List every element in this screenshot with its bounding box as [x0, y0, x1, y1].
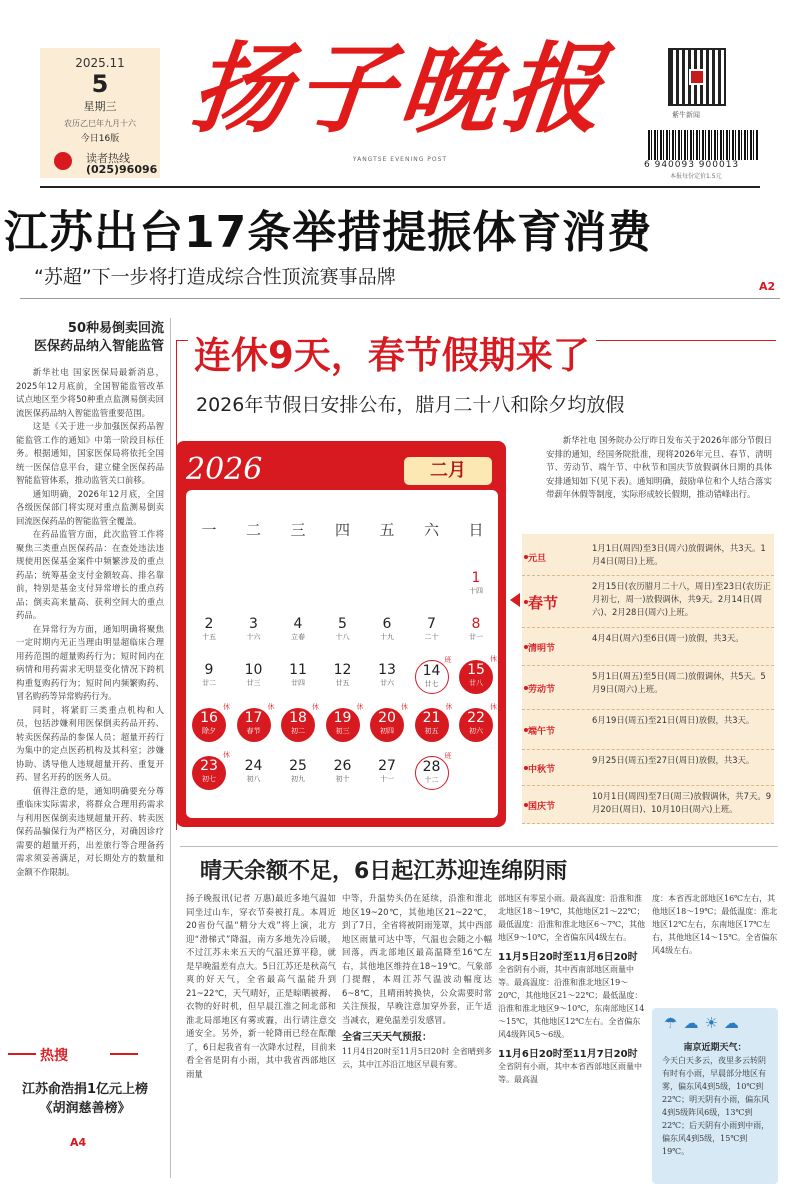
- left-paragraph: 通知明确，2026年12月底，全国各级医保部门将实现对重点监测易倒卖回流医保药品的智能监管全覆盖。: [16, 488, 164, 526]
- day-lunar: 初九: [291, 775, 305, 783]
- weather-subhead: 全省三天天气预报：: [342, 1032, 432, 1043]
- nameplate-chinese: 扬子晚报: [185, 32, 615, 147]
- left-article-body: [16, 366, 164, 1018]
- day-lunar: 廿三: [246, 679, 261, 687]
- day-number: 8: [471, 616, 481, 632]
- day-number: 5: [338, 616, 347, 632]
- day-status-tag: 休: [445, 703, 453, 711]
- lead-headline[interactable]: 江苏出台17条举措提振体育消费: [4, 207, 653, 258]
- holiday-headline[interactable]: 连休9天，春节假期来了: [188, 325, 596, 379]
- weather-subhead: 11月6日20时至11月7日20时: [498, 1049, 638, 1060]
- holiday-name: 春节: [528, 594, 559, 612]
- weather-column-1: [186, 892, 336, 1182]
- weather-column-2: [342, 892, 492, 1182]
- day-lunar: 立春: [291, 633, 305, 641]
- day-number: 20: [378, 710, 396, 726]
- day-status-tag: 班: [444, 656, 452, 664]
- left-paragraph: 在药品监管方面，此次监管工作将聚焦三类重点医保药品：在查处违法违规使用医保基金案件中频繁涉及的重点药品；统筹基金支付金额较高、排名靠前，特别是基金支付异常增长的重点药品；倒卖高来量高、获利空间大的重点药品。: [16, 529, 164, 620]
- day-number: 25: [289, 758, 307, 774]
- weather-divider: [180, 846, 778, 847]
- holiday-row: [522, 710, 774, 750]
- day-number: 11: [289, 662, 307, 678]
- calendar-month: 二月: [404, 457, 492, 485]
- calendar-day: [281, 660, 315, 694]
- hotline-number: (025)96096: [86, 163, 158, 176]
- edition-count: 今日16版: [80, 134, 120, 144]
- calendar-day: [192, 703, 230, 742]
- day-lunar: 廿一: [469, 633, 483, 641]
- left-paragraph: 这是《关于进一步加强医保药品智能监管工作的通知》中第一阶段目标任务。根据通知，国家医保局将依托全国统一医保信息平台，建立健全医保药品智能监管体系，推动监管关口前移。: [16, 421, 164, 485]
- left-title-line1: 50种易倒卖回流: [67, 321, 164, 336]
- day-number: 1: [471, 570, 481, 586]
- calendar-day: [415, 752, 452, 790]
- date-day: 5: [91, 70, 109, 98]
- day-number: 16: [200, 710, 218, 726]
- holiday-row: [522, 786, 774, 824]
- calendar-day: [370, 756, 404, 790]
- day-lunar: 春节: [246, 727, 261, 735]
- barcode-icon: [648, 130, 758, 160]
- weekday-header: 日: [468, 521, 484, 539]
- day-lunar: 廿四: [291, 679, 305, 687]
- newspaper-nameplate: [180, 20, 620, 180]
- day-number: 26: [333, 758, 352, 774]
- holiday-name: 国庆节: [528, 802, 556, 812]
- hot-search-headline[interactable]: 江苏俞浩捐1亿元上榜《胡润慈善榜》: [21, 1082, 149, 1116]
- weather-subhead: 11月5日20时至11月6日20时: [498, 952, 638, 963]
- day-number: 2: [204, 616, 214, 632]
- weather-text: 部地区有零星小雨。最高温度：沿淮和淮北地区18～19℃，其他地区21～22℃；最低温度：沿淮和淮北地区6～7℃，其他地区9～10℃，全省偏东风4级左右。: [498, 894, 646, 942]
- holiday-row: [522, 666, 774, 710]
- weather-text: 全省阴有小雨，其中西南部地区雨量中等。最高温度：沿淮和淮北地区19～20℃，其他地区21～22℃；最低温度：沿淮和淮北地区9～10℃，东南部地区14～15℃，其他地区12℃左右。全省偏东风4级阵风5～6级。: [498, 965, 645, 1039]
- nanjing-weather-title: 南京近期天气：: [683, 1043, 747, 1053]
- day-lunar: 十五: [202, 633, 216, 641]
- holiday-desc: 10月1日(周四)至7日(周三)放假调休，共7天。9月20日(周日)、10月10日(周六)上班。: [592, 791, 772, 814]
- calendar-day: [237, 703, 275, 742]
- weekday-header: 五: [379, 521, 395, 539]
- masthead-divider: [40, 186, 760, 188]
- day-lunar: 十四: [469, 587, 483, 595]
- day-number: 17: [244, 710, 263, 726]
- day-lunar: 廿七: [424, 680, 439, 688]
- calendar-day: [370, 660, 404, 694]
- left-paragraph: 新华社电 国家医保局最新消息，2025年12月底前，全国智能监管改革试点地区至少将50种重点监测易倒卖回流医保药品纳入智能监管重要范围。: [16, 367, 164, 418]
- weekday-header: 六: [423, 521, 439, 539]
- calendar-day: [281, 756, 315, 790]
- left-paragraph: 在异常行为方面，通知明确将聚焦一定时期内无正当理由明显超临床合理用药范围的超量购药行为；短时间内在病情和用药需求无明显变化情况下跨机构重复购药行为；短时间内频繁购药、冒名购药等异常购药行为。: [16, 623, 164, 701]
- day-number: 28: [422, 759, 441, 775]
- weekday-header: 四: [334, 521, 350, 539]
- day-number: 14: [422, 663, 441, 679]
- day-number: 12: [333, 662, 352, 678]
- barcode-number: 6 940093 900013: [644, 160, 740, 170]
- calendar-day: [192, 660, 226, 694]
- left-title-line2: 医保药品纳入智能监管: [33, 339, 164, 354]
- weekday-header: 三: [290, 521, 306, 539]
- day-lunar: 廿八: [469, 679, 483, 687]
- day-number: 22: [467, 710, 485, 726]
- weekday-header: 二: [245, 521, 261, 539]
- day-number: 19: [333, 710, 352, 726]
- calendar-day: [237, 756, 271, 790]
- day-lunar: 初十: [335, 775, 350, 783]
- calendar-day: [326, 756, 360, 790]
- hotline-label: 读者热线: [86, 152, 130, 165]
- day-status-tag: 休: [490, 655, 497, 663]
- calendar-day: [326, 660, 360, 694]
- weather-column-3: [498, 892, 646, 1182]
- reader-hotline: [40, 148, 160, 178]
- day-number: 18: [289, 710, 307, 726]
- holiday-name: 端午节: [528, 727, 556, 737]
- weather-icons: ☂☁☀☁: [664, 1014, 745, 1032]
- day-number: 4: [293, 616, 303, 632]
- date-year-month: 2025.11: [75, 56, 125, 70]
- lead-page-ref[interactable]: A2: [759, 280, 776, 293]
- calendar-day: [192, 614, 226, 648]
- day-status-tag: 休: [223, 703, 230, 711]
- price-note: 本报每份定价1.5元: [670, 173, 722, 180]
- calendar-day: [459, 568, 493, 602]
- calendar-day: [415, 656, 452, 694]
- calendar-day: [370, 614, 404, 648]
- calendar-year: 2026: [186, 452, 263, 487]
- day-lunar: 廿二: [202, 679, 216, 687]
- weather-text: 11月4日20时至11月5日20时 全省晴到多云，其中江苏沿江地区早晨有雾。: [342, 1046, 492, 1069]
- holiday-subheadline: 2026年节假日安排公布，腊月二十八和除夕均放假: [196, 394, 625, 416]
- holiday-paragraph: 新华社电 国务院办公厅昨日发布关于2026年部分节假日安排的通知，经国务院批准，现将2026年元旦、春节、清明节、劳动节、端午节、中秋节和国庆节放假调休日期的具体安排通知如下(见下表)。通知明确，鼓励单位和个人结合落实带薪年休假等制度，实际形成较长假期，推动错峰出行。: [546, 435, 772, 499]
- headline-divider: [20, 298, 780, 299]
- holiday-article-body: [546, 434, 772, 518]
- calendar-day: [459, 655, 497, 694]
- day-lunar: 十六: [246, 633, 261, 641]
- weather-text: 扬子晚报讯(记者 万惠)最近多地气温如同坐过山车，穿衣节奏被打乱。本周近20省份气温“精分大戏”将上演，北方迎“滑梯式”降温，南方多地先冷后暖，不过江苏未来五天的气温还算平稳，就是早晚温差有点大。5日江苏还是秋高气爽的好天气，全省最高气温能升到21~22℃，天气晴好，正是晾晒被褥、衣物的好时机，但早晨江淮之间北部和淮北局部地区有雾或霾，出行请注意交通安全。另外，新一轮降雨已经在酝酿了，6日起我省有一次降水过程，目前来看全省是阴有小雨，其中我省西部地区雨量: [186, 893, 336, 1079]
- holiday-name: 中秋节: [528, 765, 556, 775]
- lead-subheadline: “苏超”下一步将打造成综合性顶流赛事品牌: [34, 266, 396, 288]
- day-lunar: 十八: [335, 633, 350, 641]
- hot-search-page-ref[interactable]: A4: [70, 1136, 87, 1149]
- weather-text: 中等，升温势头仍在延续，沿淮和淮北地区19~20℃，其他地区21~22℃，到了7日，全省将被阴雨笼罩，其中西部地区雨量可达中等，气温也会随之小幅回落，西北部地区最高温降至16℃左右，其他地区维持在18~19℃。气象部门提醒，本周江苏气温波动幅度达6~8℃，且晴雨转换快，公众需要时常关注预报，早晚注意加穿外套，正午适当减衣，避免温差引发感冒。: [342, 893, 492, 1025]
- day-status-tag: 休: [223, 751, 230, 759]
- day-number: 24: [244, 758, 263, 774]
- weather-text: 全省阴有小雨，其中本省西部地区雨量中等。最高温: [498, 1062, 642, 1084]
- left-article-title[interactable]: [16, 320, 164, 356]
- day-number: 27: [378, 758, 396, 774]
- holiday-desc: 5月1日(周五)至5日(周二)放假调休，共5天。5月9日(周六)上班。: [592, 671, 766, 694]
- holiday-row: [522, 538, 774, 576]
- day-number: 3: [249, 616, 258, 632]
- hot-search-label: 热搜: [40, 1048, 68, 1064]
- calendar-day: [281, 614, 315, 648]
- day-lunar: 十一: [380, 775, 394, 783]
- day-status-tag: 休: [356, 703, 364, 711]
- arrow-left-icon: [510, 593, 520, 607]
- day-lunar: 初八: [246, 775, 261, 783]
- holiday-desc: 2月15日(农历腊月二十八，周日)至23日(农历正月初七，周一)放假调休，共9天。2月14日(周六)、2月28日(周六)上班。: [592, 581, 771, 617]
- calendar-day: [237, 660, 271, 694]
- day-number: 15: [467, 662, 485, 678]
- day-status-tag: 休: [401, 703, 408, 711]
- day-lunar: 十九: [380, 633, 394, 641]
- hot-search-rule-right: [110, 1053, 138, 1055]
- newspaper-logo-icon: [54, 152, 72, 170]
- calendar-day: [370, 703, 408, 742]
- day-lunar: 除夕: [202, 727, 216, 735]
- day-number: 10: [244, 662, 263, 678]
- day-lunar: 初六: [469, 727, 483, 735]
- holiday-row: [522, 628, 774, 666]
- day-status-tag: 休: [490, 703, 497, 711]
- weather-headline[interactable]: 晴天余额不足，6日起江苏迎连绵阴雨: [200, 859, 568, 884]
- holiday-name: 元旦: [528, 554, 547, 564]
- holiday-name: 清明节: [528, 644, 556, 654]
- nameplate-english: YANGTSE EVENING POST: [352, 156, 448, 163]
- day-status-tag: 班: [444, 752, 452, 760]
- day-status-tag: 休: [312, 703, 319, 711]
- weekday-header: 一: [201, 521, 217, 539]
- qr-code-icon[interactable]: [668, 48, 726, 106]
- day-number: 6: [382, 616, 392, 632]
- day-number: 9: [204, 662, 214, 678]
- holiday-row: [522, 576, 774, 628]
- calendar-day: [281, 703, 319, 742]
- day-lunar: 初二: [291, 727, 305, 735]
- holiday-name: 劳动节: [528, 685, 556, 695]
- left-paragraph: 同时，将紧盯三类重点机构和人员，包括涉嫌利用医保倒卖药品开药、转卖医保药品的参保人员；超量开药行为集中的定点医药机构及其科室；涉嫌协助、诱导他人违规超量开药、重复开药、冒名开药的医务人员。: [16, 704, 164, 782]
- calendar-day: [459, 703, 497, 742]
- holiday-desc: 9月25日(周五)至27日(周日)放假，共3天。: [592, 755, 755, 765]
- day-number: 7: [427, 616, 436, 632]
- qr-label: 紫牛新闻: [672, 111, 700, 119]
- day-lunar: 初四: [380, 727, 394, 735]
- holiday-desc: 6月19日(周五)至21日(周日)放假，共3天。: [592, 715, 755, 725]
- calendar-day: [415, 614, 449, 648]
- calendar-day: [459, 614, 493, 648]
- day-lunar: 二十: [424, 633, 439, 641]
- day-lunar: 初三: [335, 727, 350, 735]
- lunar-date: 农历乙巳年九月十六: [64, 119, 136, 128]
- holiday-desc: 1月1日(周四)至3日(周六)放假调休，共3天。1月4日(周日)上班。: [592, 543, 766, 566]
- day-number: 23: [200, 758, 218, 774]
- weekday: 星期三: [83, 100, 117, 113]
- nanjing-weather-body: 今天白天多云，夜里多云转阴有时有小雨，早晨部分地区有雾，偏东风4到5级，10℃到22℃；明天阴有小雨，偏东风4到5级阵风6级，13℃到22℃；后天阴有小雨到中雨，偏东风4到5级，15℃到19℃。: [662, 1056, 770, 1156]
- holiday-schedule-list: [522, 534, 774, 824]
- day-number: 21: [422, 710, 441, 726]
- day-number: 13: [378, 662, 396, 678]
- left-paragraph: 值得注意的是，通知明确要充分尊重临床实际需求，将群众合理用药需求与利用医保倒卖违规超量开药、转卖医保药品骗保行为严格区分，对确因诊疗需要的超量开药，出差旅行等合理备药需求须妥善满足，对长期处方的数量和金额不作限制。: [16, 785, 164, 877]
- calendar-day: [326, 614, 360, 648]
- day-lunar: 初七: [202, 775, 216, 783]
- calendar-day: [415, 703, 453, 742]
- weather-text: 度：本省西北部地区16℃左右，其他地区18～19℃；最低温度：淮北地区12℃左右，东南地区17℃左右，其他地区14～15℃。全省偏东风4级左右。: [652, 894, 778, 955]
- calendar-day: [237, 614, 271, 648]
- hot-search-rule-left: [8, 1053, 36, 1055]
- day-lunar: 初五: [424, 727, 439, 735]
- column-divider: [170, 318, 171, 1178]
- calendar-day: [192, 751, 230, 790]
- day-lunar: 十二: [424, 776, 439, 784]
- day-lunar: 廿六: [380, 679, 394, 687]
- day-lunar: 廿五: [335, 679, 350, 687]
- holiday-row: [522, 750, 774, 786]
- holiday-desc: 4月4日(周六)至6日(周一)放假，共3天。: [592, 633, 744, 643]
- calendar-day: [326, 703, 364, 742]
- weather-column-4: [652, 892, 778, 1022]
- day-status-tag: 休: [267, 703, 275, 711]
